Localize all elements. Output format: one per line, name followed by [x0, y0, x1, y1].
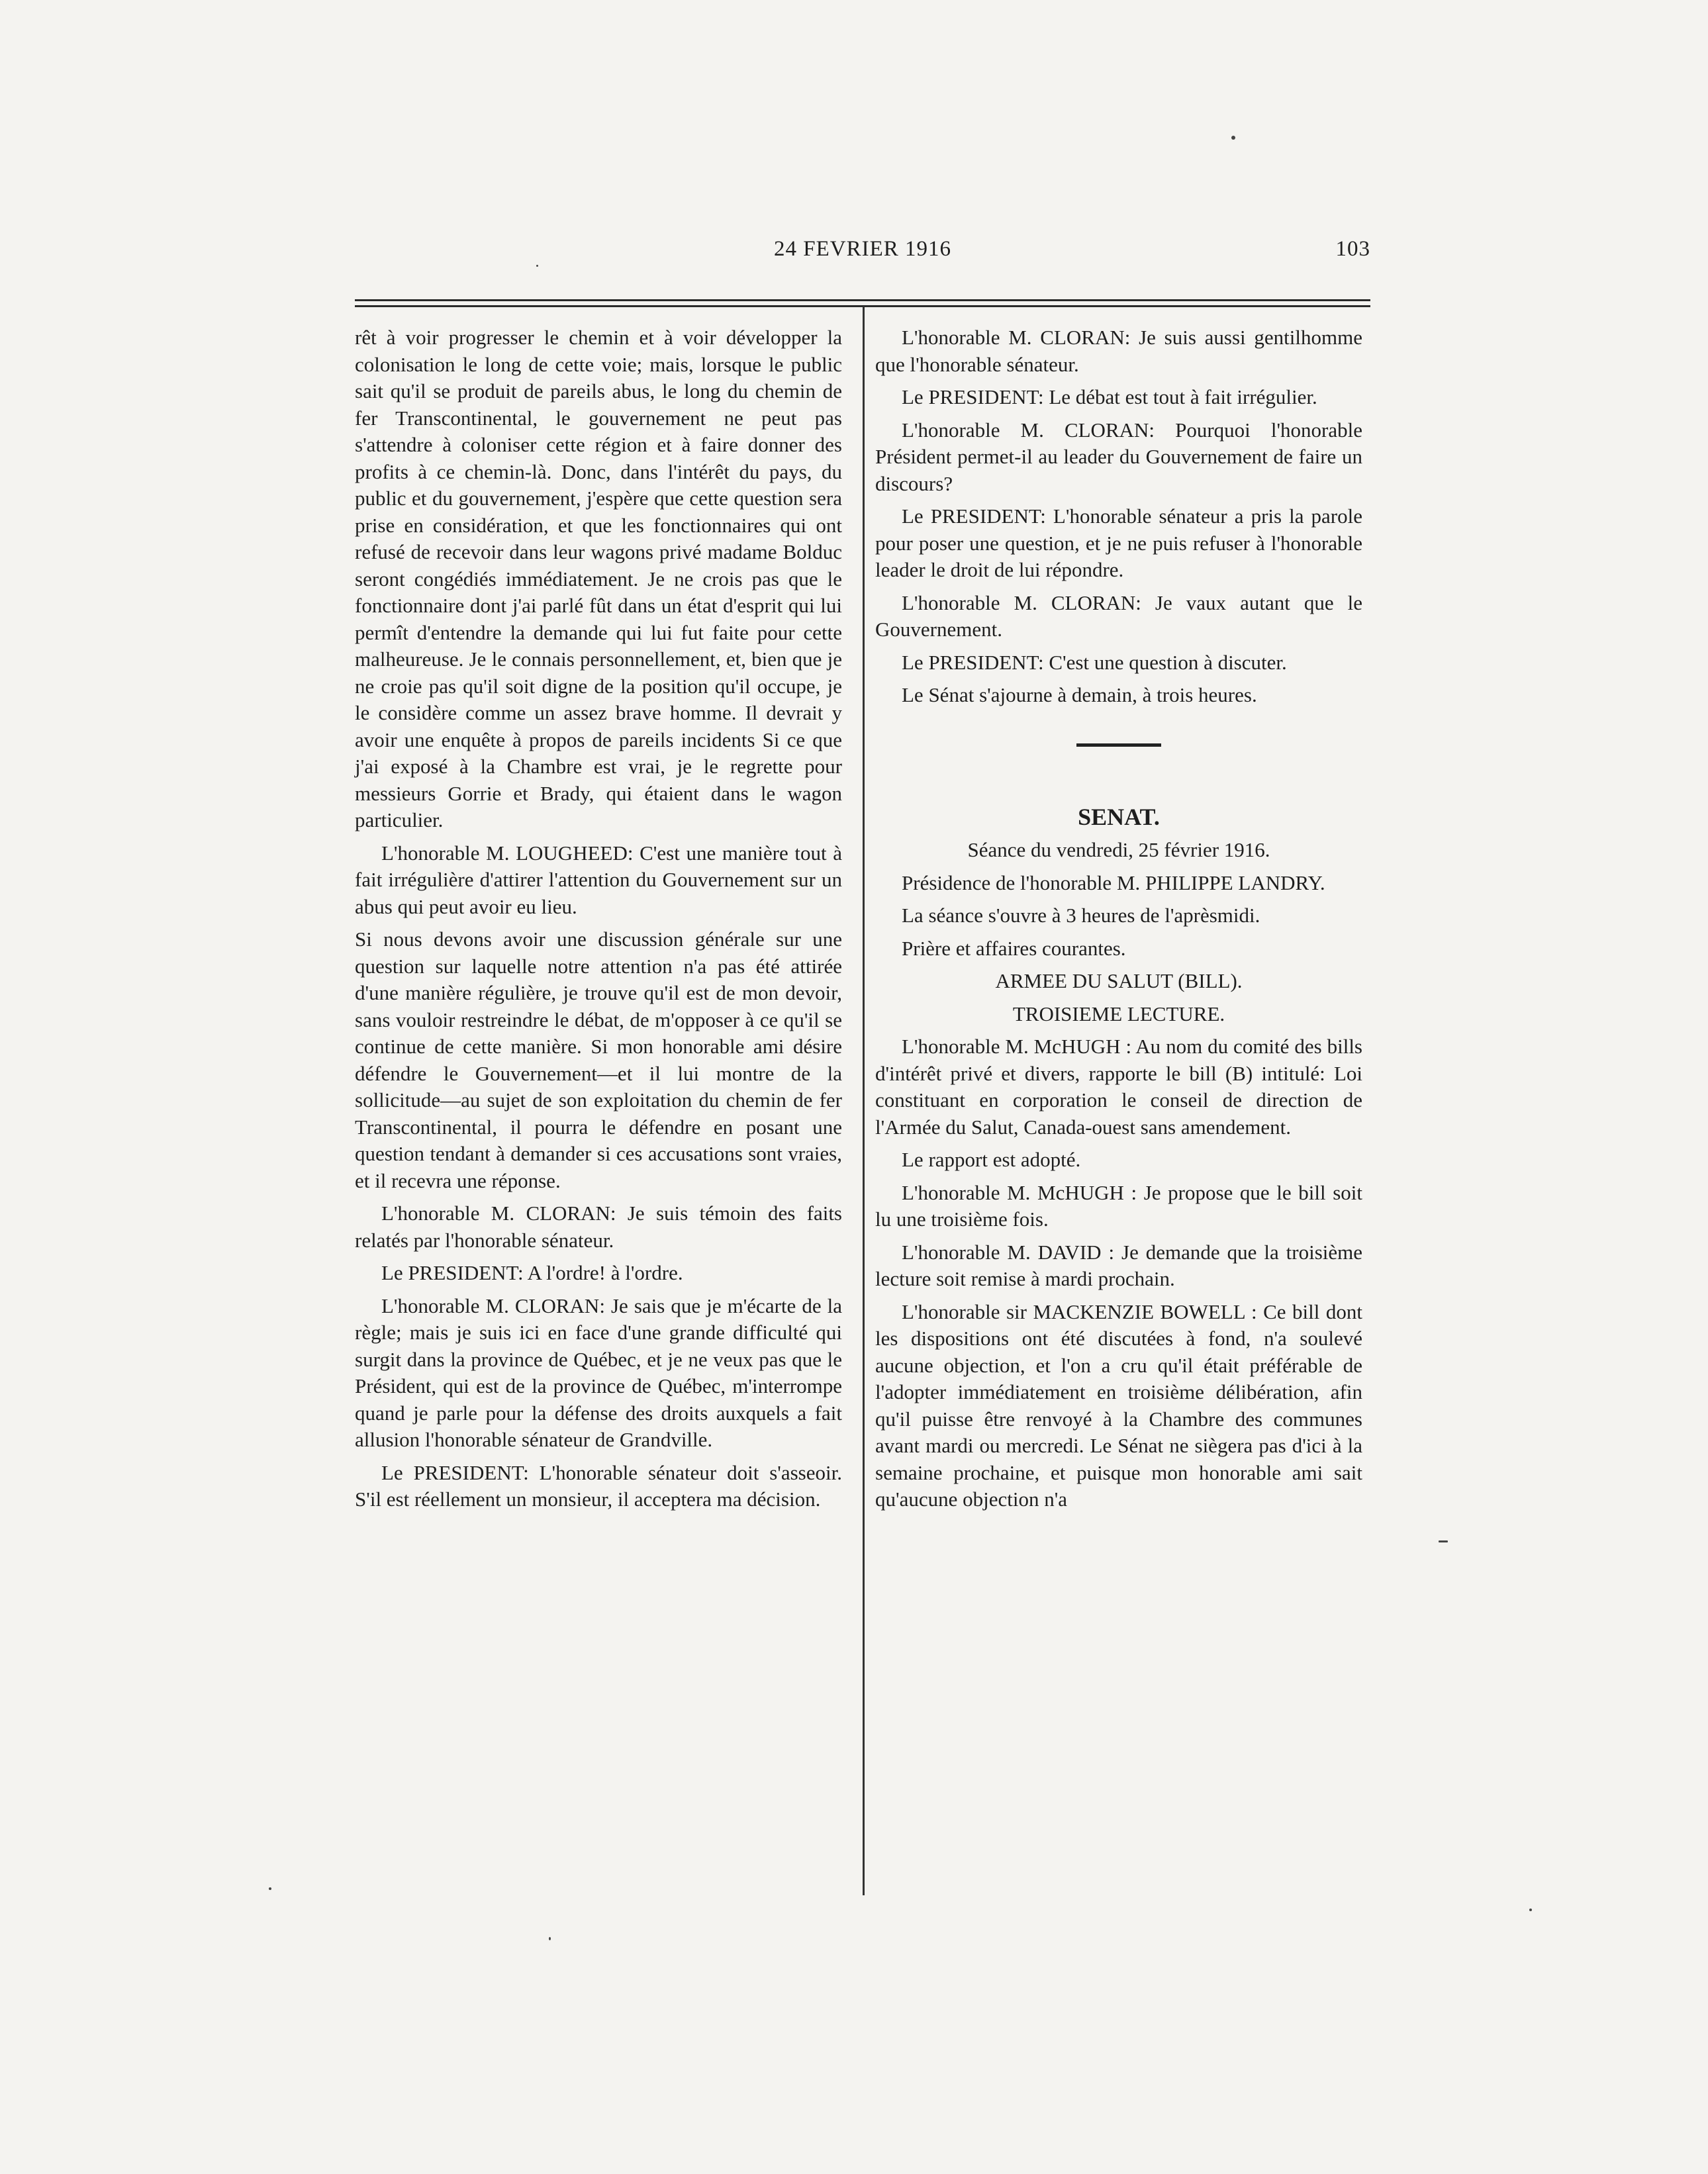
paragraph: L'honorable M. CLORAN: Je vaux autant que le Gouvernement.	[875, 591, 1362, 641]
paragraph: L'honorable sir MACKENZIE BOWELL : Ce bill dont les dispositions ont été discutées à fond, n'a soulevé aucune objection, et l'on a cru qu'il était préférable de l'adopter immédiatement en troisième délibération, afin qu'il puisse être renvoyé à la Chambre des communes avant mardi ou mercredi. Le Sénat ne siègera pas d'ici à la semaine prochaine, et puisque mon honorable ami sait qu'aucune objection n'a	[875, 1300, 1362, 1511]
paragraph: Le PRESIDENT: A l'ordre! à l'ordre.	[381, 1261, 683, 1284]
paragraph: Le PRESIDENT: Le débat est tout à fait irrégulier.	[902, 385, 1317, 408]
opening-time: La séance s'ouvre à 3 heures de l'aprèsmidi.	[902, 904, 1260, 927]
paragraph: L'honorable M. LOUGHEED: C'est une manière tout à fait irrégulière d'attirer l'attention du Gouvernement sur un abus qui peut avoir eu lieu.	[355, 841, 842, 918]
bill-title: ARMEE DU SALUT (BILL).	[995, 969, 1243, 992]
paragraph: L'honorable M. McHUGH : Au nom du comité des bills d'intérêt privé et divers, rapporte le bill (B) intitulé: Loi constituant en corporation le conseil de direction de l'Armée du Salut, Canada-ouest sans amendement.	[875, 1035, 1362, 1139]
paragraph: Le PRESIDENT: C'est une question à discuter.	[902, 650, 1287, 674]
paragraph: L'honorable M. CLORAN: Je suis témoin des faits relatés par l'honorable sénateur.	[355, 1202, 842, 1252]
paragraph: L'honorable M. McHUGH : Je propose que le bill soit lu une troisième fois.	[875, 1180, 1362, 1231]
paragraph: Le PRESIDENT: L'honorable sénateur a pris la parole pour poser une question, et je ne puis refuser à l'honorable leader le droit de lui répondre.	[875, 504, 1362, 581]
page-number: 103	[1335, 237, 1370, 261]
paragraph: L'honorable M. DAVID : Je demande que la troisième lecture soit remise à mardi prochain.	[875, 1240, 1362, 1290]
paragraph: Le Sénat s'ajourne à demain, à trois heures.	[902, 683, 1257, 706]
section-separator	[1076, 743, 1161, 747]
scan-speck	[1529, 1909, 1532, 1911]
left-column	[355, 324, 842, 1519]
session-date: Séance du vendredi, 25 février 1916.	[967, 838, 1270, 861]
paragraph: Si nous devons avoir une discussion générale sur une question sur laquelle notre attention n'a pas été attirée d'une manière régulière, je trouve qu'il est de mon devoir, sans vouloir restreindre le débat, de m'opposer à ce qu'il se continue de cette manière. Si mon honorable ami désire défendre le Gouvernement—et il lui montre de la sollicitude—au sujet de son exploitation du chemin de fer Transcontinental, il pourra le défendre en posant une question tendant à demander si ces accusations sont vraies, et il recevra une réponse.	[355, 927, 842, 1192]
priere: Prière et affaires courantes.	[902, 936, 1126, 960]
section-title: SENAT.	[1078, 803, 1160, 830]
paragraph: L'honorable M. CLORAN: Je suis aussi gentilhomme que l'honorable sénateur.	[875, 326, 1362, 376]
scan-speck	[1231, 136, 1235, 140]
page-header	[355, 237, 1370, 270]
presidence: Présidence de l'honorable M. PHILIPPE LANDRY.	[902, 871, 1325, 894]
paragraph: rêt à voir progresser le chemin et à voir développer la colonisation le long de cette voie; mais, lorsque le public sait qu'il se produit de pareils abus, le long du chemin de fer Transcontinental, le gouvernement ne peut pas s'attendre à coloniser cette région et à faire donner des profits à ce chemin-là. Donc, dans l'intérêt du pays, du public et du gouvernement, j'espère que cette question sera prise en considération, et que les fonctionnaires qui ont refusé de recevoir dans leur wagons privé madame Bolduc seront congédiés immédiatement. Je ne crois pas que le fonctionnaire dont j'ai parlé fût dans un état d'esprit qui lui permît d'entendre la demande qui lui fut faite pour cette malheureuse. Je le connais personnellement, et, bien que je ne croie pas qu'il soit digne de la position qu'il occupe, je le considère comme un assez brave homme. Il devrait y avoir une enquête à propos de pareils incidents Si ce que j'ai exposé à la Chambre est vrai, je le regrette pour messieurs Gorrie et Brady, qui étaient dans le wagon particulier.	[355, 326, 842, 831]
paragraph: L'honorable M. CLORAN: Je sais que je m'écarte de la règle; mais je suis ici en face d'une grande difficulté qui surgit dans la province de Québec, et je ne veux pas que le Président, qui est de la province de Québec, m'interrompe quand je parle pour la défense des droits auxquels a fait allusion l'honorable sénateur de Grandville.	[355, 1294, 842, 1451]
right-column	[875, 324, 1362, 1519]
paragraph: Le rapport est adopté.	[902, 1148, 1081, 1171]
paragraph: L'honorable M. CLORAN: Pourquoi l'honorable Président permet-il au leader du Gouvernement de faire un discours?	[875, 418, 1362, 495]
reading-title: TROISIEME LECTURE.	[1012, 1002, 1225, 1025]
scan-speck	[536, 265, 538, 267]
scan-speck	[269, 1887, 271, 1890]
paragraph: Le PRESIDENT: L'honorable sénateur doit s'asseoir. S'il est réellement un monsieur, il acceptera ma décision.	[355, 1460, 842, 1511]
scan-speck	[549, 1937, 551, 1940]
scan-speck	[1439, 1540, 1448, 1542]
header-date: 24 FEVRIER 1916	[773, 237, 951, 261]
header-rule-top	[355, 299, 1370, 301]
column-divider	[863, 307, 865, 1895]
